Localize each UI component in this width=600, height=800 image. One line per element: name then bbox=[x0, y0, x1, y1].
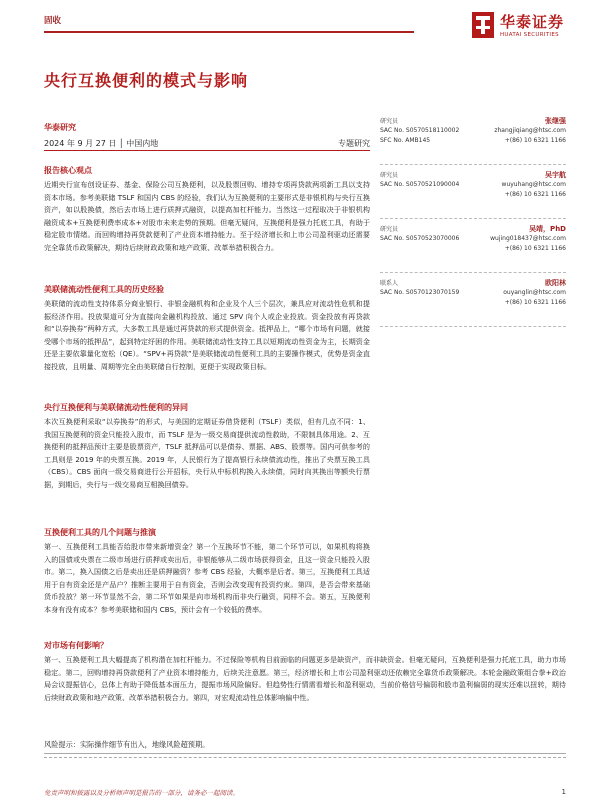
footer-disclaimer: 免责声明和披露以及分析师声明是报告的一部分，请务必一起阅读。 bbox=[44, 789, 239, 797]
analyst-cert: SAC No. S0570521090004 bbox=[380, 181, 460, 188]
page-header bbox=[0, 0, 600, 60]
analyst-role: 研究员 bbox=[380, 118, 399, 125]
analyst-role: 研究员 bbox=[380, 172, 399, 179]
section-market-impact bbox=[44, 640, 566, 704]
section-paragraph: 第一、互换便利工具能否给股市带来新增资金？第一个互换环节不能，第二个环节可以，如果机构将换入的国债或央票在二级市场进行质押或卖出后，非银能够从二级市场获得资金，且这一资金只能投入股市。第二，换入国债之后是卖出还是质押融资？参考 CBS 经验，大概率是后者。第三，互换便利工具适用于自有资金还是产品户？推断主要用于自有资金，否则会改变现有投资约束。第四，是否会带来基础货币投放？第一环节显然不会，第二环节如果是向市场机构而非央行融资，同样不会。第五，互换便利本身有没有成本？参考美联储和国内 CBS，预计会有一个较低的费率。 bbox=[44, 542, 370, 614]
analyst-email[interactable]: ouyanglin@htsc.com bbox=[503, 289, 566, 296]
analyst-cert: SAC No. S0570123070159 bbox=[380, 289, 460, 296]
analyst-cert: SAC No. S0570523070006 bbox=[380, 235, 460, 242]
analyst-card bbox=[380, 223, 566, 273]
huatai-logo bbox=[470, 10, 580, 44]
logo-text-en: HUATAI SECURITIES bbox=[500, 32, 559, 38]
report-type: 专题研究 bbox=[338, 139, 370, 148]
analyst-phone: +(86) 10 6321 1166 bbox=[504, 191, 566, 198]
section-title: 报告核心观点 bbox=[44, 166, 92, 175]
analyst-cert-sfc: SFC No. AMB145 bbox=[380, 137, 431, 144]
section-paragraph: 第一、互换便利工具大幅提高了机构潜在加杠杆能力。不过保险等机构目前面临的问题更多是缺资产，而非缺资金。但毫无疑问，互换便利是强力托底工具，助力市场稳定。第二，回购增持再贷款便利了产业资本增持能力，后续关注意愿。第三，经济增长和上市公司盈利驱动还依赖完全靠货币政策解决。本轮金融政策组合拳+政治局会议提振信心，总体上有助于降低基本面压力，提振市场风险偏好。但趋势性行情需看增长和盈利驱动，当前价格信号偏弱和股市盈利偏弱的现实还难以扭转，期待后续财政政策和地产政策、改革举措积极合力。第四，对宏观流动性总体影响偏中性。 bbox=[44, 655, 566, 702]
page-footer bbox=[44, 788, 566, 798]
analyst-email[interactable]: wujing018437@htsc.com bbox=[490, 235, 566, 242]
report-title: 央行互换便利的模式与影响 bbox=[44, 71, 249, 90]
analyst-phone: +(86) 10 6321 1166 bbox=[504, 245, 566, 252]
footer-divider bbox=[44, 757, 566, 758]
analyst-panel bbox=[380, 115, 566, 331]
category-tag: 固收 bbox=[44, 16, 62, 26]
section-questions bbox=[44, 527, 370, 617]
analyst-phone: +(86) 10 6321 1166 bbox=[504, 299, 566, 306]
section-paragraph: 本次互换便利采取“以券换券”的形式，与美国的定期证券借贷便利（TSLF）类似，但有几点不同：1、我国互换便利的资金只能投入股市，而 TSLF 是为一级交易商提供流动性救助，不限制具体用途。2、互换便利的抵押品预计主要是股票资产，TSLF 抵押品可以是债券、票据、ABS、股票等。国内可供参考的工具则是 2019 年的央票互换。2019 年，人民银行为了提高银行永续债流动性，推出了央票互换工具（CBS）。CBS 面向一级交易商进行公开招标，央行从中标机构换入永续债，同时向其换出等额央行票据，到期后，央行与一级交易商互相换回债券。 bbox=[44, 417, 370, 489]
section-title: 对市场有何影响？ bbox=[44, 641, 108, 650]
section-title: 美联储流动性便利工具的历史经验 bbox=[44, 285, 164, 294]
risk-warning: 风险提示：实际操作细节有出入，地缘风险超预期。 bbox=[44, 740, 210, 749]
section-fed-history bbox=[44, 284, 370, 374]
analyst-phone: +(86) 10 6321 1166 bbox=[504, 137, 566, 144]
report-date: 2024 年 9 月 27 日 │ 中国内地 bbox=[44, 139, 159, 148]
section-paragraph: 近期央行宣布创设证券、基金、保险公司互换便利，以及股票回购、增持专项再贷款两项新工具以支持资本市场。参考美联储 TSLF 和国内 CBS 的经验，我们认为互换便利的主要形式是非银机构与央行互换资产，如以股换债，然后去市场上进行质押式融资，以提高加杠杆能力。当然这一过程取决于非银机构融资成本+互换便利费率成本+对股市未来走势的预期。但毫无疑问，互换便利是强力托底工具，有助于稳定股市情绪。而回购增持再贷款便利了产业资本增持能力。至于经济增长和上市公司盈利驱动还需要完全靠货币政策解决，期待后续财政政策和地产政策、改革举措积极合力。 bbox=[44, 180, 370, 252]
analyst-name: 张继强 bbox=[545, 117, 566, 125]
report-meta-line bbox=[44, 136, 370, 151]
analyst-card bbox=[380, 169, 566, 219]
analyst-card bbox=[380, 115, 566, 165]
analyst-email[interactable]: zhangjiqiang@htsc.com bbox=[494, 127, 566, 134]
analyst-role: 联系人 bbox=[380, 280, 399, 287]
analyst-name: 吴靖，PhD bbox=[529, 225, 566, 233]
analyst-role: 研究员 bbox=[380, 226, 399, 233]
analyst-cert: SAC No. S0570518110002 bbox=[380, 127, 460, 134]
section-title: 央行互换便利与美联储流动性便利的异同 bbox=[44, 403, 188, 412]
logo-text-cn: 华泰证券 bbox=[500, 13, 565, 31]
analyst-name: 欧阳林 bbox=[545, 279, 566, 287]
header-rule bbox=[44, 31, 414, 33]
section-title: 互换便利工具的几个问题与推演 bbox=[44, 528, 156, 537]
analyst-email[interactable]: wuyuhang@htsc.com bbox=[501, 181, 566, 188]
divider bbox=[44, 753, 566, 754]
analyst-name: 吴宇航 bbox=[545, 171, 566, 179]
section-core-views bbox=[44, 165, 370, 255]
analyst-card bbox=[380, 277, 566, 327]
section-paragraph: 美联储的流动性支持体系分商业银行、非银金融机构和企业及个人三个层次，兼具应对流动性危机和提振经济作用。投放渠道可分为直接向金融机构投放、通过 SPV 向个人或企业投放。资金投放有再贷款和“以券换券”两种方式，大多数工具是通过再贷款的形式提供资金。抵押品上，“哪个市场有问题，就接受哪个市场的抵押品”，起到特定纾困的作用。美联储流动性支持工具以短期流动性资金为主，长期资金还是主要依靠量化宽松（QE）。“SPV+再贷款”是美联储流动性便利工具的主要操作模式，优势是资金直接投放，且明量、周期等完全由美联储自行控制，更便于实现政策目标。 bbox=[44, 299, 370, 371]
page-number: 1 bbox=[561, 788, 566, 796]
huatai-logo-icon bbox=[470, 10, 496, 40]
research-brand: 华泰研究 bbox=[44, 123, 76, 132]
section-comparison bbox=[44, 402, 370, 492]
